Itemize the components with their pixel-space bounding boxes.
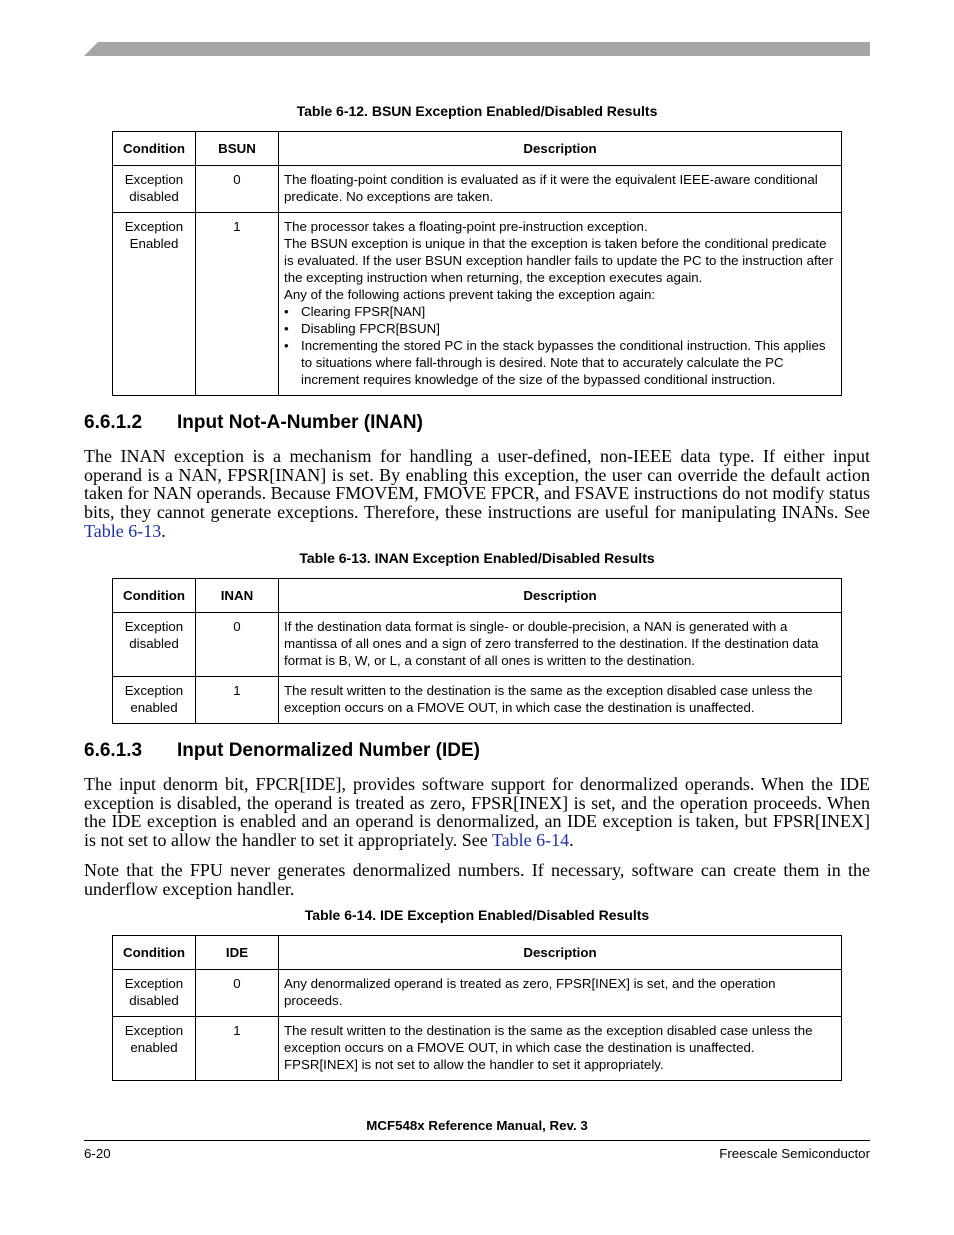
header-ide: IDE xyxy=(196,936,279,970)
paragraph-end: . xyxy=(161,520,166,541)
table-row xyxy=(113,166,842,213)
description-line: The BSUN exception is unique in that the exception is taken before the conditional predicate is evaluated. If the user BSUN exception handler fails to update the PC to the instruction after the excepting instruction when returning, the exception executes again. xyxy=(284,236,834,285)
header-condition: Condition xyxy=(113,579,196,613)
table-header-row xyxy=(113,132,842,166)
condition-cell: Exception enabled xyxy=(113,677,196,724)
condition-cell: Exception Enabled xyxy=(113,213,196,396)
table-6-12 xyxy=(112,131,842,396)
header-condition: Condition xyxy=(113,132,196,166)
bullet-icon: • xyxy=(284,321,289,336)
table-6-14 xyxy=(112,935,842,1081)
ide-paragraph-2: Note that the FPU never generates denormalized numbers. If necessary, software can create them in the underflow exception handler. xyxy=(84,860,870,899)
description-line: FPSR[INEX] is not set to allow the handler to set it appropriately. xyxy=(284,1057,664,1072)
table-header-row xyxy=(113,936,842,970)
section-number: 6.6.1.2 xyxy=(84,412,143,433)
value-cell: 1 xyxy=(196,1017,279,1081)
condition-cell: Exception disabled xyxy=(113,166,196,213)
section-heading-ide xyxy=(84,740,480,762)
bullet-item xyxy=(284,320,835,337)
page-number: 6-20 xyxy=(84,1146,111,1161)
section-number: 6.6.1.3 xyxy=(84,740,143,761)
condition-cell: Exception disabled xyxy=(113,970,196,1017)
inan-paragraph xyxy=(84,447,870,541)
table-row xyxy=(113,613,842,677)
table-6-12-caption: Table 6-12. BSUN Exception Enabled/Disabled Results xyxy=(296,103,658,119)
description-cell xyxy=(279,213,842,396)
description-cell xyxy=(279,1017,842,1081)
header-description: Description xyxy=(279,579,842,613)
description-line: The processor takes a floating-point pre-instruction exception. xyxy=(284,219,648,234)
bullet-icon: • xyxy=(284,304,289,319)
bullet-icon: • xyxy=(284,338,289,353)
table-header-row xyxy=(113,579,842,613)
bullet-text: Clearing FPSR[NAN] xyxy=(301,304,426,319)
header-condition: Condition xyxy=(113,936,196,970)
table-row xyxy=(113,1017,842,1081)
description-cell: Any denormalized operand is treated as zero, FPSR[INEX] is set, and the operation proceeds. xyxy=(279,970,842,1017)
condition-cell: Exception disabled xyxy=(113,613,196,677)
paragraph-text: The input denorm bit, FPCR[IDE], provides software support for denormalized operands. When the IDE exception is disabled, the operand is treated as zero, FPSR[INEX] is set, and the operation proceeds. When the IDE exception is enabled and an operand is denormalized, an IDE exception is taken, but FPSR[INEX] is not set to allow the handler to set it appropriately. See xyxy=(84,774,870,851)
table-6-14-caption: Table 6-14. IDE Exception Enabled/Disabled Results xyxy=(304,907,650,923)
value-cell: 0 xyxy=(196,970,279,1017)
description-line: Any of the following actions prevent taking the exception again: xyxy=(284,287,656,302)
header-inan: INAN xyxy=(196,579,279,613)
table-6-13-caption: Table 6-13. INAN Exception Enabled/Disabled Results xyxy=(299,550,655,566)
header-banner xyxy=(84,42,870,56)
bullet-text: Disabling FPCR[BSUN] xyxy=(301,321,440,336)
value-cell: 1 xyxy=(196,213,279,396)
company-name: Freescale Semiconductor xyxy=(719,1146,870,1161)
bullet-item xyxy=(284,337,835,388)
table-row xyxy=(113,970,842,1017)
table-6-14-link[interactable]: Table 6-14 xyxy=(491,830,570,851)
footer-manual-title: MCF548x Reference Manual, Rev. 3 xyxy=(366,1118,588,1133)
bullet-item xyxy=(284,303,835,320)
description-cell: The floating-point condition is evaluated as if it were the equivalent IEEE-aware conditional predicate. No exceptions are taken. xyxy=(279,166,842,213)
table-row xyxy=(113,677,842,724)
section-title: Input Denormalized Number (IDE) xyxy=(177,740,480,761)
value-cell: 1 xyxy=(196,677,279,724)
footer-divider xyxy=(84,1140,870,1141)
table-6-13 xyxy=(112,578,842,724)
description-cell: If the destination data format is single- or double-precision, a NAN is generated with a mantissa of all ones and a sign of zero transferred to the destination. If the destination data format is B, W, or L, a constant of all ones is written to the destination. xyxy=(279,613,842,677)
header-description: Description xyxy=(279,936,842,970)
table-row xyxy=(113,213,842,396)
section-title: Input Not-A-Number (INAN) xyxy=(177,412,423,433)
bullet-text: Incrementing the stored PC in the stack bypasses the conditional instruction. This applies to situations where fall-through is desired. Note that to accurately calculate the PC increment requires knowledge of the size of the bypassed conditional instruction. xyxy=(301,338,826,387)
condition-cell: Exception enabled xyxy=(113,1017,196,1081)
table-6-13-link[interactable]: Table 6-13 xyxy=(84,520,162,541)
description-line: The result written to the destination is the same as the exception disabled case unless the exception occurs on a FMOVE OUT, in which case the destination is unaffected. xyxy=(284,1023,813,1055)
ide-paragraph-1 xyxy=(84,775,870,850)
paragraph-end: . xyxy=(569,830,574,851)
description-cell: The result written to the destination is the same as the exception disabled case unless the exception occurs on a FMOVE OUT, in which case the destination is unaffected. xyxy=(279,677,842,724)
value-cell: 0 xyxy=(196,166,279,213)
section-heading-inan xyxy=(84,412,423,434)
paragraph-text: The INAN exception is a mechanism for handling a user-defined, non-IEEE data type. If either input operand is a NAN, FPSR[INAN] is set. By enabling this exception, the user can override the default action taken for NAN operands. Because FMOVEM, FMOVE FPCR, and FSAVE instructions do not modify status bits, they cannot generate exceptions. Therefore, these instructions are useful for manipulating INANs. See xyxy=(84,446,870,523)
value-cell: 0 xyxy=(196,613,279,677)
header-bsun: BSUN xyxy=(196,132,279,166)
header-description: Description xyxy=(279,132,842,166)
